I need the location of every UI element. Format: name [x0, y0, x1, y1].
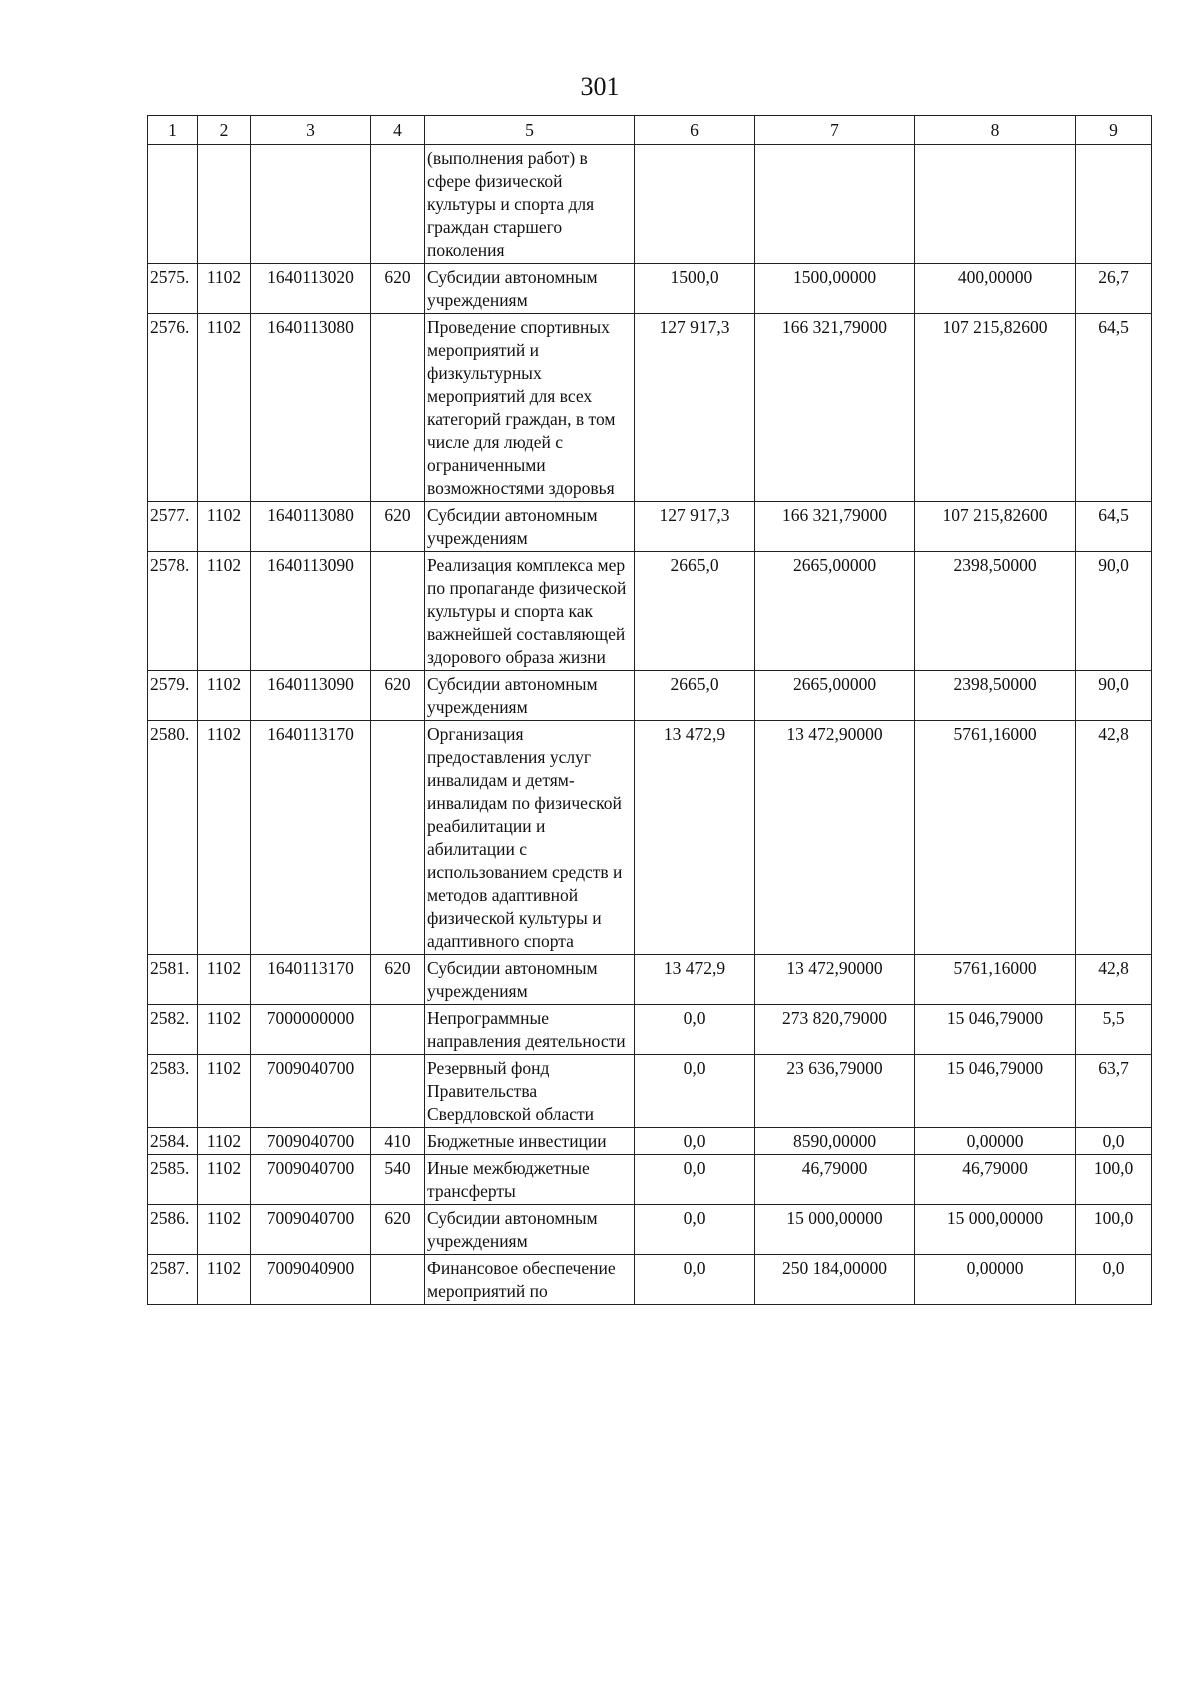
item-name-cell: Субсидии автономным учреждениям [425, 264, 635, 314]
expense-type-cell [371, 721, 425, 955]
row-number-cell: 2587. [148, 1255, 198, 1305]
amended-amount-cell: 250 184,00000 [755, 1255, 915, 1305]
expense-type-cell: 410 [371, 1128, 425, 1155]
execution-percent-cell: 0,0 [1076, 1255, 1152, 1305]
table-row [148, 721, 1152, 955]
item-name-cell: Субсидии автономным учреждениям [425, 671, 635, 721]
amended-amount-cell: 46,79000 [755, 1155, 915, 1205]
table-row [148, 1205, 1152, 1255]
section-code-cell: 1102 [198, 1128, 251, 1155]
executed-amount-cell: 107 215,82600 [915, 314, 1076, 502]
plan-amount-cell: 1500,0 [635, 264, 755, 314]
plan-amount-cell: 2665,0 [635, 671, 755, 721]
row-number-cell: 2586. [148, 1205, 198, 1255]
expense-type-cell: 620 [371, 502, 425, 552]
item-name-cell: Непрограммные направления деятельности [425, 1005, 635, 1055]
amended-amount-cell: 13 472,90000 [755, 721, 915, 955]
execution-percent-cell: 42,8 [1076, 955, 1152, 1005]
expense-type-cell: 540 [371, 1155, 425, 1205]
row-number-cell: 2575. [148, 264, 198, 314]
executed-amount-cell: 15 046,79000 [915, 1055, 1076, 1128]
executed-amount-cell: 400,00000 [915, 264, 1076, 314]
target-code-cell: 1640113020 [251, 264, 371, 314]
table-row [148, 1005, 1152, 1055]
execution-percent-cell: 100,0 [1076, 1155, 1152, 1205]
item-name-cell: Бюджетные инвестиции [425, 1128, 635, 1155]
column-header: 5 [425, 116, 635, 145]
amended-amount-cell: 166 321,79000 [755, 314, 915, 502]
amended-amount-cell: 166 321,79000 [755, 502, 915, 552]
column-header: 9 [1076, 116, 1152, 145]
table-row [148, 671, 1152, 721]
item-name-cell: Субсидии автономным учреждениям [425, 955, 635, 1005]
item-name-cell: Субсидии автономным учреждениям [425, 1205, 635, 1255]
target-code-cell: 1640113090 [251, 552, 371, 671]
table-row [148, 955, 1152, 1005]
execution-percent-cell: 64,5 [1076, 314, 1152, 502]
executed-amount-cell: 0,00000 [915, 1255, 1076, 1305]
row-number-cell: 2585. [148, 1155, 198, 1205]
amended-amount-cell: 8590,00000 [755, 1128, 915, 1155]
plan-amount-cell: 127 917,3 [635, 502, 755, 552]
row-number-cell: 2581. [148, 955, 198, 1005]
item-name-cell: Резервный фонд Правительства Свердловской области [425, 1055, 635, 1128]
plan-amount-cell: 0,0 [635, 1128, 755, 1155]
row-number-cell: 2576. [148, 314, 198, 502]
column-header: 6 [635, 116, 755, 145]
table-row [148, 1128, 1152, 1155]
executed-amount-cell: 0,00000 [915, 1128, 1076, 1155]
plan-amount-cell: 13 472,9 [635, 721, 755, 955]
target-code-cell: 1640113170 [251, 955, 371, 1005]
executed-amount-cell [915, 145, 1076, 264]
row-number-cell: 2578. [148, 552, 198, 671]
row-number-cell: 2577. [148, 502, 198, 552]
expense-type-cell: 620 [371, 671, 425, 721]
amended-amount-cell: 2665,00000 [755, 552, 915, 671]
section-code-cell: 1102 [198, 264, 251, 314]
amended-amount-cell: 1500,00000 [755, 264, 915, 314]
expense-type-cell [371, 552, 425, 671]
executed-amount-cell: 107 215,82600 [915, 502, 1076, 552]
item-name-cell: Иные межбюджетные трансферты [425, 1155, 635, 1205]
expense-type-cell [371, 145, 425, 264]
column-header: 7 [755, 116, 915, 145]
target-code-cell: 7009040700 [251, 1128, 371, 1155]
amended-amount-cell: 23 636,79000 [755, 1055, 915, 1128]
expense-type-cell [371, 314, 425, 502]
expense-type-cell [371, 1005, 425, 1055]
plan-amount-cell: 127 917,3 [635, 314, 755, 502]
amended-amount-cell: 13 472,90000 [755, 955, 915, 1005]
executed-amount-cell: 46,79000 [915, 1155, 1076, 1205]
plan-amount-cell: 2665,0 [635, 552, 755, 671]
executed-amount-cell: 5761,16000 [915, 721, 1076, 955]
column-header: 4 [371, 116, 425, 145]
execution-percent-cell: 64,5 [1076, 502, 1152, 552]
column-header: 8 [915, 116, 1076, 145]
section-code-cell: 1102 [198, 502, 251, 552]
table-row [148, 1055, 1152, 1128]
table-row [148, 145, 1152, 264]
target-code-cell: 7009040700 [251, 1155, 371, 1205]
amended-amount-cell: 15 000,00000 [755, 1205, 915, 1255]
section-code-cell: 1102 [198, 671, 251, 721]
expense-type-cell: 620 [371, 1205, 425, 1255]
item-name-cell: Проведение спортивных мероприятий и физкультурных мероприятий для всех категорий граждан, в том числе для людей с ограниченными возможностями здоровья [425, 314, 635, 502]
table-body [148, 145, 1152, 1305]
table-row [148, 502, 1152, 552]
row-number-cell: 2582. [148, 1005, 198, 1055]
amended-amount-cell: 273 820,79000 [755, 1005, 915, 1055]
plan-amount-cell: 0,0 [635, 1005, 755, 1055]
item-name-cell: Субсидии автономным учреждениям [425, 502, 635, 552]
plan-amount-cell: 0,0 [635, 1055, 755, 1128]
execution-percent-cell: 90,0 [1076, 671, 1152, 721]
target-code-cell: 1640113170 [251, 721, 371, 955]
column-header: 1 [148, 116, 198, 145]
amended-amount-cell: 2665,00000 [755, 671, 915, 721]
executed-amount-cell: 2398,50000 [915, 671, 1076, 721]
target-code-cell: 7009040700 [251, 1055, 371, 1128]
item-name-cell: Финансовое обеспечение мероприятий по [425, 1255, 635, 1305]
column-header: 3 [251, 116, 371, 145]
expense-type-cell: 620 [371, 264, 425, 314]
plan-amount-cell [635, 145, 755, 264]
target-code-cell: 1640113080 [251, 314, 371, 502]
expense-type-cell [371, 1255, 425, 1305]
executed-amount-cell: 5761,16000 [915, 955, 1076, 1005]
executed-amount-cell: 2398,50000 [915, 552, 1076, 671]
section-code-cell: 1102 [198, 1255, 251, 1305]
row-number-cell: 2584. [148, 1128, 198, 1155]
execution-percent-cell: 90,0 [1076, 552, 1152, 671]
item-name-cell: Реализация комплекса мер по пропаганде физической культуры и спорта как важнейшей составляющей здорового образа жизни [425, 552, 635, 671]
target-code-cell: 1640113090 [251, 671, 371, 721]
execution-percent-cell: 42,8 [1076, 721, 1152, 955]
amended-amount-cell [755, 145, 915, 264]
section-code-cell: 1102 [198, 552, 251, 671]
table-row [148, 314, 1152, 502]
row-number-cell: 2583. [148, 1055, 198, 1128]
section-code-cell: 1102 [198, 1055, 251, 1128]
target-code-cell: 7009040900 [251, 1255, 371, 1305]
table-row [148, 1155, 1152, 1205]
page-number: 301 [580, 72, 620, 101]
section-code-cell: 1102 [198, 721, 251, 955]
execution-percent-cell: 5,5 [1076, 1005, 1152, 1055]
section-code-cell: 1102 [198, 1205, 251, 1255]
table-header-row [148, 116, 1152, 145]
row-number-cell: 2580. [148, 721, 198, 955]
execution-percent-cell: 0,0 [1076, 1128, 1152, 1155]
execution-percent-cell: 63,7 [1076, 1055, 1152, 1128]
column-header: 2 [198, 116, 251, 145]
execution-percent-cell: 26,7 [1076, 264, 1152, 314]
target-code-cell: 7009040700 [251, 1205, 371, 1255]
execution-percent-cell: 100,0 [1076, 1205, 1152, 1255]
table-row [148, 1255, 1152, 1305]
plan-amount-cell: 0,0 [635, 1155, 755, 1205]
executed-amount-cell: 15 000,00000 [915, 1205, 1076, 1255]
executed-amount-cell: 15 046,79000 [915, 1005, 1076, 1055]
row-number-cell [148, 145, 198, 264]
section-code-cell: 1102 [198, 1155, 251, 1205]
table-row [148, 552, 1152, 671]
table-row [148, 264, 1152, 314]
plan-amount-cell: 13 472,9 [635, 955, 755, 1005]
section-code-cell: 1102 [198, 314, 251, 502]
plan-amount-cell: 0,0 [635, 1255, 755, 1305]
execution-percent-cell [1076, 145, 1152, 264]
target-code-cell [251, 145, 371, 264]
section-code-cell: 1102 [198, 1005, 251, 1055]
item-name-cell: Организация предоставления услуг инвалидам и детям-инвалидам по физической реабилитации и абилитации с использованием средств и методов адаптивной физической культуры и адаптивного спорта [425, 721, 635, 955]
row-number-cell: 2579. [148, 671, 198, 721]
plan-amount-cell: 0,0 [635, 1205, 755, 1255]
expense-type-cell [371, 1055, 425, 1128]
budget-table [147, 115, 1152, 1305]
section-code-cell [198, 145, 251, 264]
target-code-cell: 7000000000 [251, 1005, 371, 1055]
section-code-cell: 1102 [198, 955, 251, 1005]
item-name-cell: (выполнения работ) в сфере физической культуры и спорта для граждан старшего поколения [425, 145, 635, 264]
target-code-cell: 1640113080 [251, 502, 371, 552]
expense-type-cell: 620 [371, 955, 425, 1005]
